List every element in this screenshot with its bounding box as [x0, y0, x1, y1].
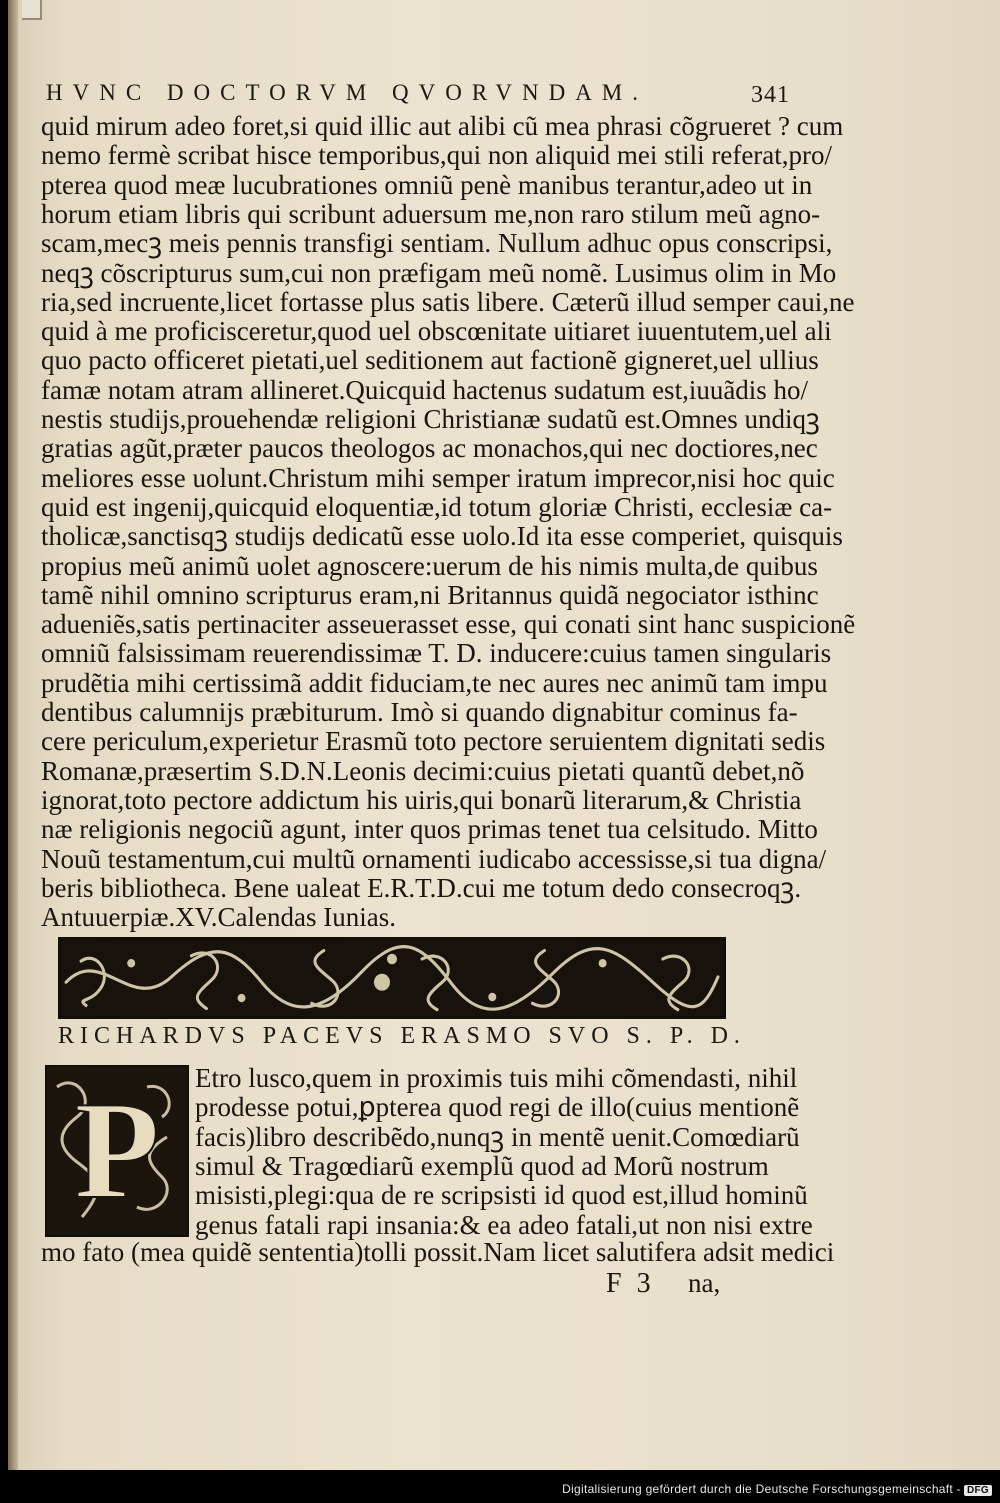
dfg-logo: DFG	[964, 1485, 992, 1496]
letter-line: simul & Tragœdiarũ exemplũ quod ad Morũ nostrum	[195, 1150, 769, 1181]
body-line: quid est ingenij,quicquid eloquentiæ,id totum gloriæ Christi, ecclesiæ ca-	[41, 491, 833, 522]
body-line: pterea quod meæ lucubrationes omniũ penè manibus terantur,adeo ut in	[41, 169, 813, 200]
letter-line: facis)libro describẽdo,nunqꝫ in mentẽ uenit.Comœdiarũ	[195, 1121, 800, 1152]
running-head: HVNC DOCTORVM QVORVNDAM.	[46, 80, 649, 105]
body-line: prudẽtia mihi certissimã addit fiduciam,te nec aures nec animũ tam impu	[41, 667, 828, 698]
body-line: beris bibliotheca. Bene ualeat E.R.T.D.cui me totum dedo consecroqꝫ.	[41, 872, 802, 903]
decorative-ornament-band	[58, 937, 726, 1019]
body-line: quo pacto officeret pietati,uel seditionem aut factionẽ gigneret,uel ullius	[41, 345, 819, 376]
body-line: quid à me proficisceretur,quod uel obscœnitate uitiaret iuuentutem,uel ali	[41, 316, 832, 347]
book-page	[8, 0, 1000, 1470]
footer-text: Digitalisierung gefördert durch die Deutsche Forschungsgemeinschaft -	[562, 1482, 961, 1496]
decorated-initial-letter	[45, 1065, 189, 1237]
catchword: na,	[688, 1268, 721, 1298]
body-line: adueniẽs,satis pertinaciter asseuerasset esse, qui conati sint hanc suspicionẽ	[41, 609, 856, 640]
body-line: gratias agũt,præter paucos theologos ac monachos,qui nec doctiores,nec	[41, 433, 818, 464]
folio-number: 341	[751, 82, 790, 108]
body-line: propius meũ animũ uolet agnoscere:uerum de his nimis multa,de quibus	[41, 550, 818, 581]
letter-line: genus fatali rapi insania:& ea adeo fatali,ut non nisi extre	[195, 1209, 813, 1240]
body-line: nestis studijs,prouehendæ religioni Christianæ sudatũ est.Omnes undiqꝫ	[41, 404, 820, 434]
signature-mark: F 3	[606, 1268, 655, 1299]
letter-line: misisti,plegi:qua de re scripsisti id quod est,illud hominũ	[195, 1180, 808, 1211]
body-line: tholicæ,sanctisqꝫ studijs dedicatũ esse uolo.Id ita esse comperiet, quisquis	[41, 521, 843, 552]
letter-line: prodesse potui,ꝑpterea quod regi de illo(cuius mentionẽ	[195, 1092, 800, 1123]
letter-last-line: mo fato (mea quidẽ sententia)tolli possit.Nam licet salutifera adsit medici	[41, 1237, 835, 1267]
letter-heading: RICHARDVS PACEVS ERASMO SVO S. P. D.	[58, 1023, 746, 1049]
body-line: meliores esse uolunt.Christum mihi semper iratum imprecor,nisi hoc quic	[41, 462, 835, 493]
body-line: scam,mecꝫ meis pennis transfigi sentiam. Nullum adhuc opus conscripsi,	[41, 228, 833, 259]
body-line: ria,sed incruente,licet fortasse plus satis libere. Cæterũ illud semper caui,ne	[41, 286, 855, 317]
body-line: horum etiam libris qui scribunt aduersum me,non raro stilum meũ agno-	[41, 198, 821, 229]
body-line: ignorat,toto pectore addictum his uiris,qui bonarũ literarum,& Christia	[41, 784, 802, 815]
body-line: famæ notam atram allineret.Quicquid hactenus sudatum est,iuuãdis ho/	[41, 374, 809, 405]
body-line: tamẽ nihil omnino scripturus eram,ni Britannus quidã negociator isthinc	[41, 579, 819, 610]
body-line: neqꝫ cõscripturus sum,cui non præfigam meũ nomẽ. Lusimus olim in Mo	[41, 257, 837, 288]
body-line: cere periculum,experietur Erasmũ toto pectore seruientem dignitati sedis	[41, 726, 826, 757]
page-gutter-shadow	[8, 0, 18, 1470]
letter-line: Etro lusco,quem in proximis tuis mihi cõmendasti, nihil	[195, 1063, 798, 1093]
page-tab-marker	[22, 0, 42, 20]
body-line: Romanæ,præsertim S.D.N.Leonis decimi:cuius pietati quantũ debet,nõ	[41, 755, 805, 786]
body-line: næ religionis negociũ agunt, inter quos primas tenet tua celsitudo. Mitto	[41, 814, 818, 845]
body-line: quid mirum adeo foret,si quid illic aut alibi cũ mea phrasi cõgrueret ? cum	[41, 111, 844, 141]
initial-letter-glyph: P	[74, 1073, 160, 1228]
body-line: nemo fermè scribat hisce temporibus,qui non aliquid mei stili referat,pro/	[41, 140, 833, 171]
body-line: Nouũ testamentum,cui multũ ornamenti iudicabo accessisse,si tua digna/	[41, 843, 827, 874]
digitization-credit	[562, 1482, 992, 1496]
body-line: Antuuerpiæ.XV.Calendas Iunias.	[41, 902, 396, 933]
body-line: dentibus calumnijs præbiturum. Imò si quando dignabitur cominus fa-	[41, 697, 798, 727]
body-line: omniũ falsissimam reuerendissimæ T. D. inducere:cuius tamen singularis	[41, 638, 832, 669]
